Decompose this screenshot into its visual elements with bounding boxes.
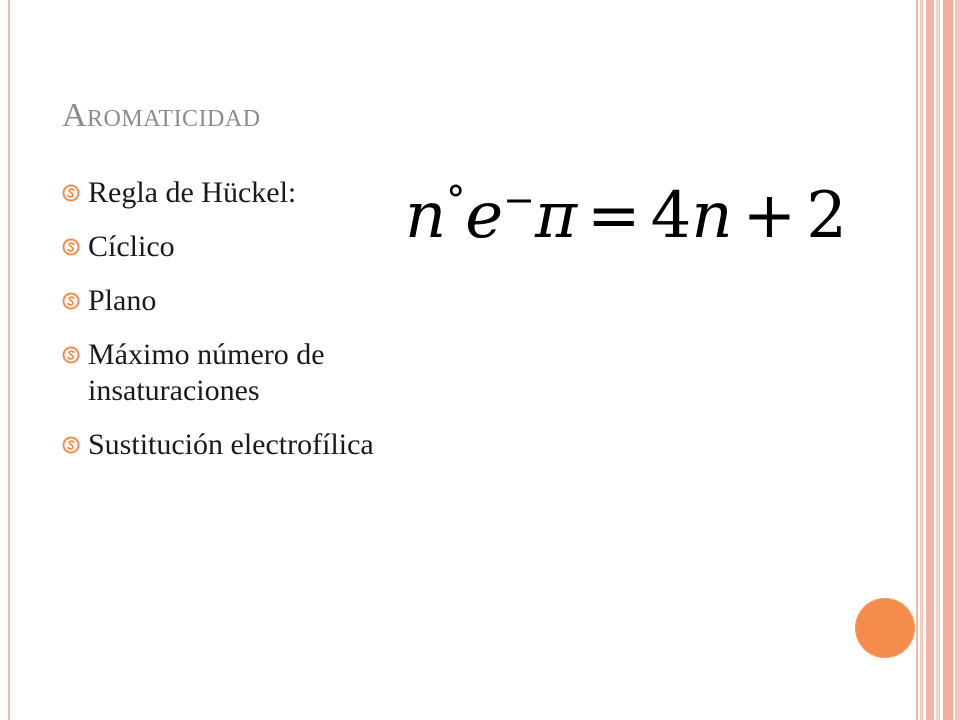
equation-n: n: [405, 179, 447, 253]
equation-two: 2: [806, 179, 847, 253]
decorative-stripe: [943, 0, 953, 720]
equation-n2: n: [691, 179, 733, 253]
equation-plus: +: [742, 179, 797, 253]
bullet-text: Plano: [88, 284, 157, 317]
bullet-item: [62, 283, 402, 319]
decorative-stripe: [955, 0, 960, 720]
bullet-text: Máximo número de insaturaciones: [88, 338, 325, 407]
bullet-item: [62, 427, 402, 463]
bullet-text: Cíclico: [88, 230, 175, 263]
equation-minus: −: [503, 178, 535, 222]
decorative-circle: [855, 598, 915, 658]
equation-e: e: [465, 179, 504, 253]
decorative-stripe: [936, 0, 940, 720]
bullet-item: [62, 337, 402, 409]
bullet-item: [62, 229, 402, 265]
equation-pi: π: [534, 179, 577, 253]
decorative-stripe: [920, 0, 923, 720]
bullet-list: [62, 175, 402, 481]
equation-four: 4: [650, 179, 692, 253]
decorative-stripe: [926, 0, 934, 720]
huckel-equation: [405, 160, 847, 256]
bullet-marker-icon: [62, 436, 80, 454]
bullet-text: Sustitución electrofílica: [88, 428, 374, 461]
bullet-marker-icon: [62, 184, 80, 202]
equation-equals: =: [587, 179, 641, 253]
bullet-marker-icon: [62, 292, 80, 310]
bullet-item: [62, 175, 402, 211]
equation-degree: °: [446, 178, 466, 222]
bullet-marker-icon: [62, 238, 80, 256]
bullet-text: Regla de Hückel:: [88, 176, 297, 209]
slide-title: Aromaticidad: [62, 97, 261, 134]
bullet-marker-icon: [62, 346, 80, 364]
